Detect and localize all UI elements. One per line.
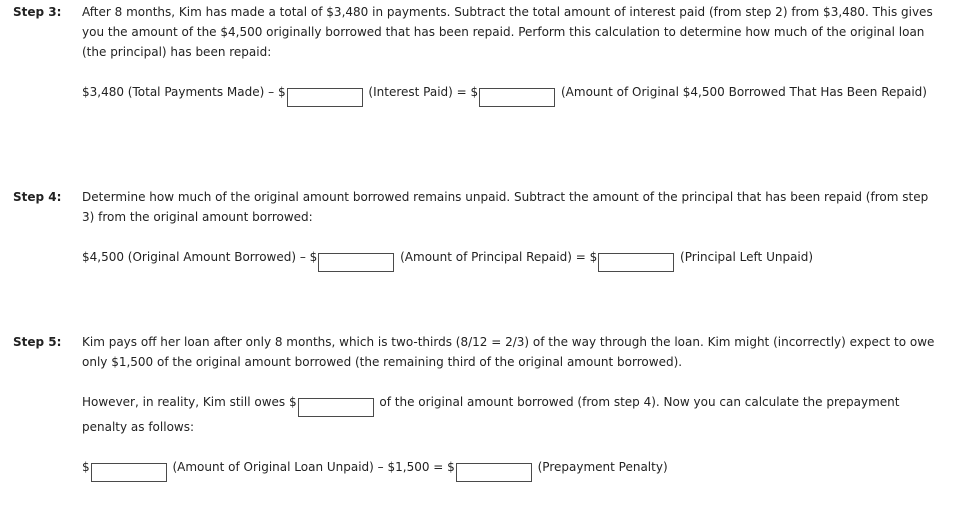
step-5-owes-line	[82, 392, 944, 437]
step-5-owes-prefix: However, in reality, Kim still owes $	[82, 395, 297, 409]
step-4-calc-middle: (Amount of Principal Repaid) = $	[400, 250, 598, 264]
step-3-calculation	[82, 82, 944, 107]
step-5-calc-suffix: (Prepayment Penalty)	[537, 460, 668, 474]
step-5-owes-suffix: of the original amount borrowed (from step 4). Now you can calculate the prepayment penalty as follows:	[82, 395, 900, 434]
step-3-label: Step 3:	[13, 5, 62, 19]
step-4-calc-suffix: (Principal Left Unpaid)	[680, 250, 814, 264]
step-5-instruction: Kim pays off her loan after only 8 months, which is two-thirds (8/12 = 2/3) of the way through the loan. Kim might (incorrectly) expect to owe only $1,500 of the original amount borrowed (the remaining third of the original amount borrowed).	[82, 335, 935, 369]
step-5-label: Step 5:	[13, 335, 62, 349]
step-3-body	[82, 2, 944, 107]
prepayment-penalty-input[interactable]	[456, 463, 532, 482]
step-3-instruction: After 8 months, Kim has made a total of $3,480 in payments. Subtract the total amount of interest paid (from step 2) from $3,480. This gives you the amount of the $4,500 originally borrowed that has been repaid. Perform this calculation to determine how much of the original loan (the principal) has been repaid:	[82, 5, 933, 59]
step-4-label: Step 4:	[13, 190, 62, 204]
step-4-calculation	[82, 247, 944, 272]
step-5-calc-middle: (Amount of Original Loan Unpaid) – $1,500 = $	[172, 460, 455, 474]
step-5-calculation	[82, 457, 944, 482]
step-4-calc-prefix: $4,500 (Original Amount Borrowed) – $	[82, 250, 318, 264]
step-3-calc-prefix: $3,480 (Total Payments Made) – $	[82, 85, 286, 99]
step-4-instruction: Determine how much of the original amount borrowed remains unpaid. Subtract the amount of the principal that has been repaid (from step 3) from the original amount borrowed:	[82, 190, 929, 224]
amount-principal-repaid-input[interactable]	[318, 253, 394, 272]
step-5-body	[82, 332, 944, 482]
step-3-calc-middle: (Interest Paid) = $	[368, 85, 479, 99]
principal-left-unpaid-input[interactable]	[598, 253, 674, 272]
original-loan-unpaid-input[interactable]	[91, 463, 167, 482]
kim-still-owes-input[interactable]	[298, 398, 374, 417]
principal-repaid-input[interactable]	[479, 88, 555, 107]
step-4-body	[82, 187, 944, 272]
step-5-calc-prefix: $	[82, 460, 90, 474]
interest-paid-input[interactable]	[287, 88, 363, 107]
step-3-calc-suffix: (Amount of Original $4,500 Borrowed That Has Been Repaid)	[560, 85, 927, 99]
